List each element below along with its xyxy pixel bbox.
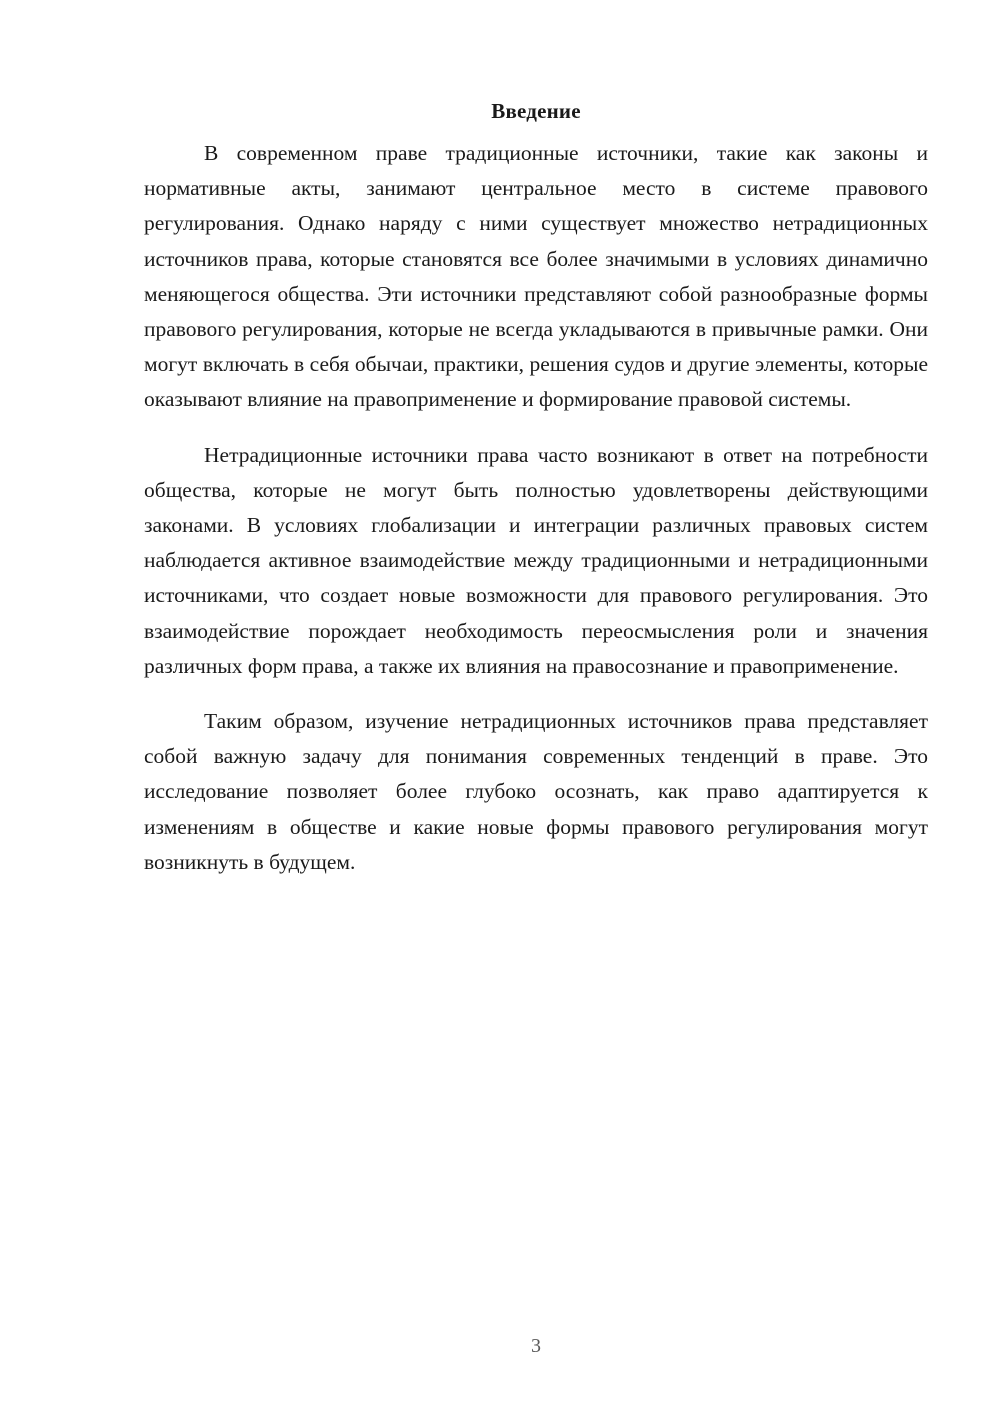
section-title: Введение — [491, 99, 581, 123]
page-number: 3 — [531, 1335, 541, 1357]
paragraph-2: Нетрадиционные источники права часто возникают в ответ на потребности общества, которые не могут быть полностью удовлетворены действующими законами. В условиях глобализации и интеграции различных правовых систем наблюдается активное взаимодействие между традиционными и нетрадиционными источниками, что создает новые возможности для правового регулирования. Это взаимодействие порождает необходимость переосмысления роли и значения различных форм права, а также их влияния на правосознание и правоприменение. — [144, 442, 928, 678]
paragraph-1: В современном праве традиционные источники, такие как законы и нормативные акты, занимают центральное место в системе правового регулирования. Однако наряду с ними существует множество нетрадиционных источников права, которые становятся все более значимыми в условиях динамично меняющегося общества. Эти источники представляют собой разнообразные формы правового регулирования, которые не всегда укладываются в привычные рамки. Они могут включать в себя обычаи, практики, решения судов и другие элементы, которые оказывают влияние на правоприменение и формирование правовой системы. — [144, 141, 928, 412]
page-content — [144, 96, 928, 900]
paragraph-3: Таким образом, изучение нетрадиционных источников права представляет собой важную задачу для понимания современных тенденций в праве. Это исследование позволяет более глубоко осознать, как право адаптируется к изменениям в обществе и какие новые формы правового регулирования могут возникнуть в будущем. — [144, 709, 928, 874]
